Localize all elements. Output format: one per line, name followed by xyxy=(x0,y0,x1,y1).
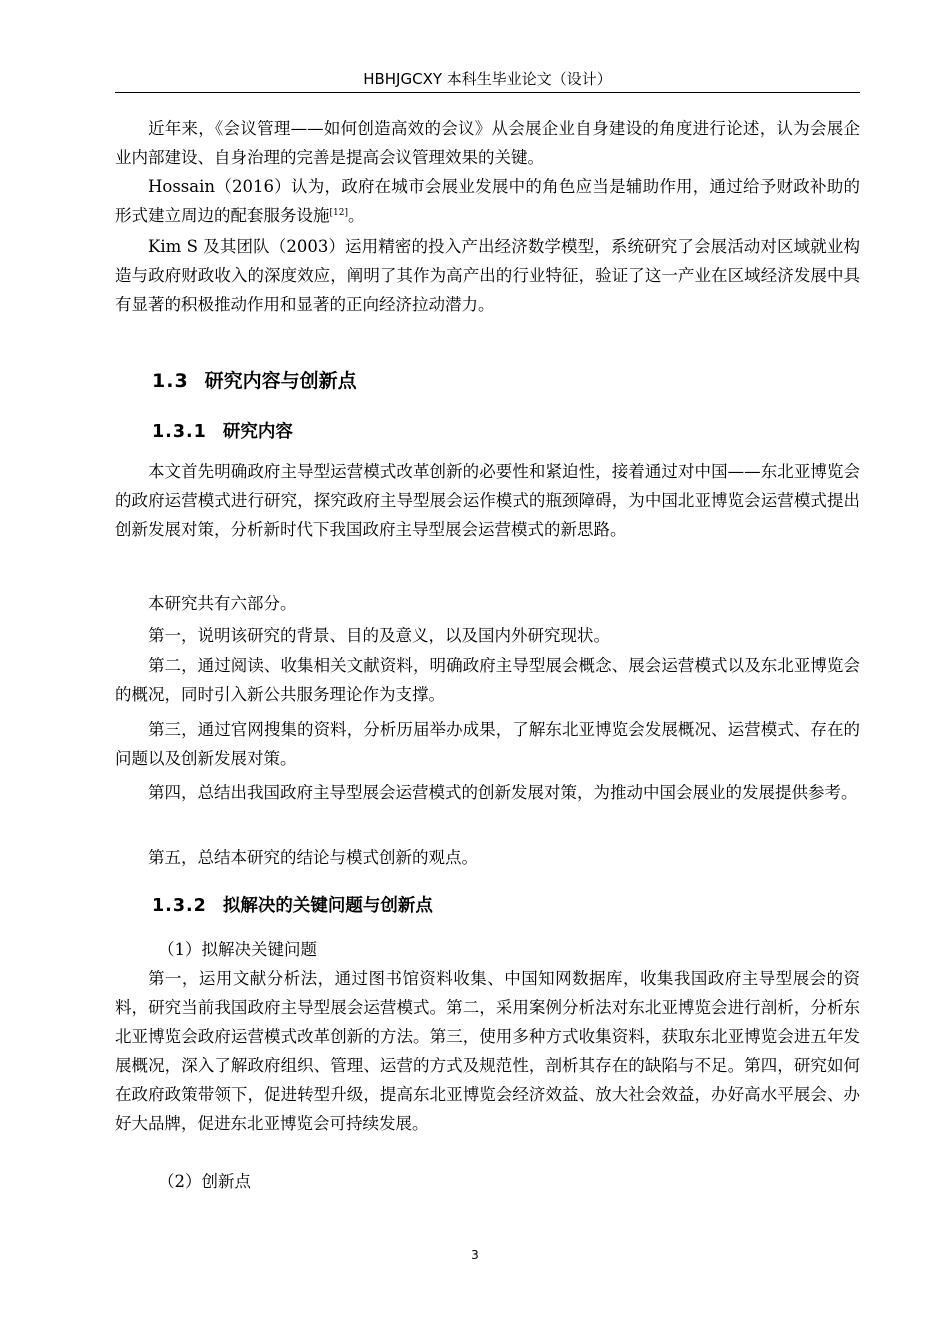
section-title: 研究内容 xyxy=(222,422,293,442)
subsection-label-2: （2）创新点 xyxy=(158,1172,251,1191)
subsection-label-1: （1）拟解决关键问题 xyxy=(158,940,317,959)
section-heading-1-3-1 xyxy=(152,421,293,443)
intro-paragraph-3: Kim S 及其团队（2003）运用精密的投入产出经济数学模型，系统研究了会展活动对区域就业构造与政府财政收入的深度效应，阐明了其作为高产出的行业特征，验证了这一产业在区域经济发展中具有显著的积极推动作用和显著的正向经济拉动潜力。 xyxy=(115,237,860,314)
intro-paragraph-2 xyxy=(115,172,860,230)
content-paragraph-7: 第五，总结本研究的结论与模式创新的观点。 xyxy=(148,848,478,867)
content-paragraph-4: 第二，通过阅读、收集相关文献资料，明确政府主导型展会概念、展会运营模式以及东北亚博览会的概况，同时引入新公共服务理论作为支撑。 xyxy=(115,656,860,704)
section-number: 1.3 xyxy=(152,370,189,392)
section-title: 拟解决的关键问题与创新点 xyxy=(222,896,433,916)
intro-paragraph-2-text: Hossain（2016）认为，政府在城市会展业发展中的角色应当是辅助作用，通过给予财政补助的形式建立周边的配套服务设施 xyxy=(115,177,860,225)
section-number: 1.3.2 xyxy=(152,896,207,916)
citation-ref: [12] xyxy=(329,208,348,218)
section-title: 研究内容与创新点 xyxy=(204,370,357,392)
content-paragraph-2: 本研究共有六部分。 xyxy=(148,594,297,613)
key-problems-paragraph: 第一，运用文献分析法，通过图书馆资料收集、中国知网数据库，收集我国政府主导型展会的资料，研究当前我国政府主导型展会运营模式。第二，采用案例分析法对东北亚博览会进行剖析，分析东北亚博览会政府运营模式改革创新的方法。第三，使用多种方式收集资料，获取东北亚博览会进五年发展概况，深入了解政府组织、管理、运营的方式及规范性，剖析其存在的缺陷与不足。第四，研究如何在政府政策带领下，促进转型升级，提高东北亚博览会经济效益、放大社会效益，办好高水平展会、办好大品牌，促进东北亚博览会可持续发展。 xyxy=(115,969,860,1133)
section-heading-1-3-2 xyxy=(152,895,433,917)
page-number: 3 xyxy=(471,1248,479,1262)
intro-paragraph-1: 近年来，《会议管理——如何创造高效的会议》从会展企业自身建设的角度进行论述，认为会展企业内部建设、自身治理的完善是提高会议管理效果的关键。 xyxy=(115,119,860,167)
content-paragraph-6: 第四，总结出我国政府主导型展会运营模式的创新发展对策，为推动中国会展业的发展提供参考。 xyxy=(148,783,858,802)
section-number: 1.3.1 xyxy=(152,422,207,442)
intro-paragraph-2-end: 。 xyxy=(347,206,365,225)
content-paragraph-1: 本文首先明确政府主导型运营模式改革创新的必要性和紧迫性，接着通过对中国——东北亚博览会的政府运营模式进行研究，探究政府主导型展会运作模式的瓶颈障碍，为中国北亚博览会运营模式提出创新发展对策，分析新时代下我国政府主导型展会运营模式的新思路。 xyxy=(115,462,860,539)
section-heading-1-3 xyxy=(152,369,357,393)
content-paragraph-3: 第一，说明该研究的背景、目的及意义，以及国内外研究现状。 xyxy=(148,626,610,645)
running-header: HBHJGCXY 本科生毕业论文（设计） xyxy=(363,70,612,88)
content-paragraph-5: 第三，通过官网搜集的资料，分析历届举办成果，了解东北亚博览会发展概况、运营模式、存在的问题以及创新发展对策。 xyxy=(115,720,860,768)
header-rule xyxy=(115,92,860,93)
